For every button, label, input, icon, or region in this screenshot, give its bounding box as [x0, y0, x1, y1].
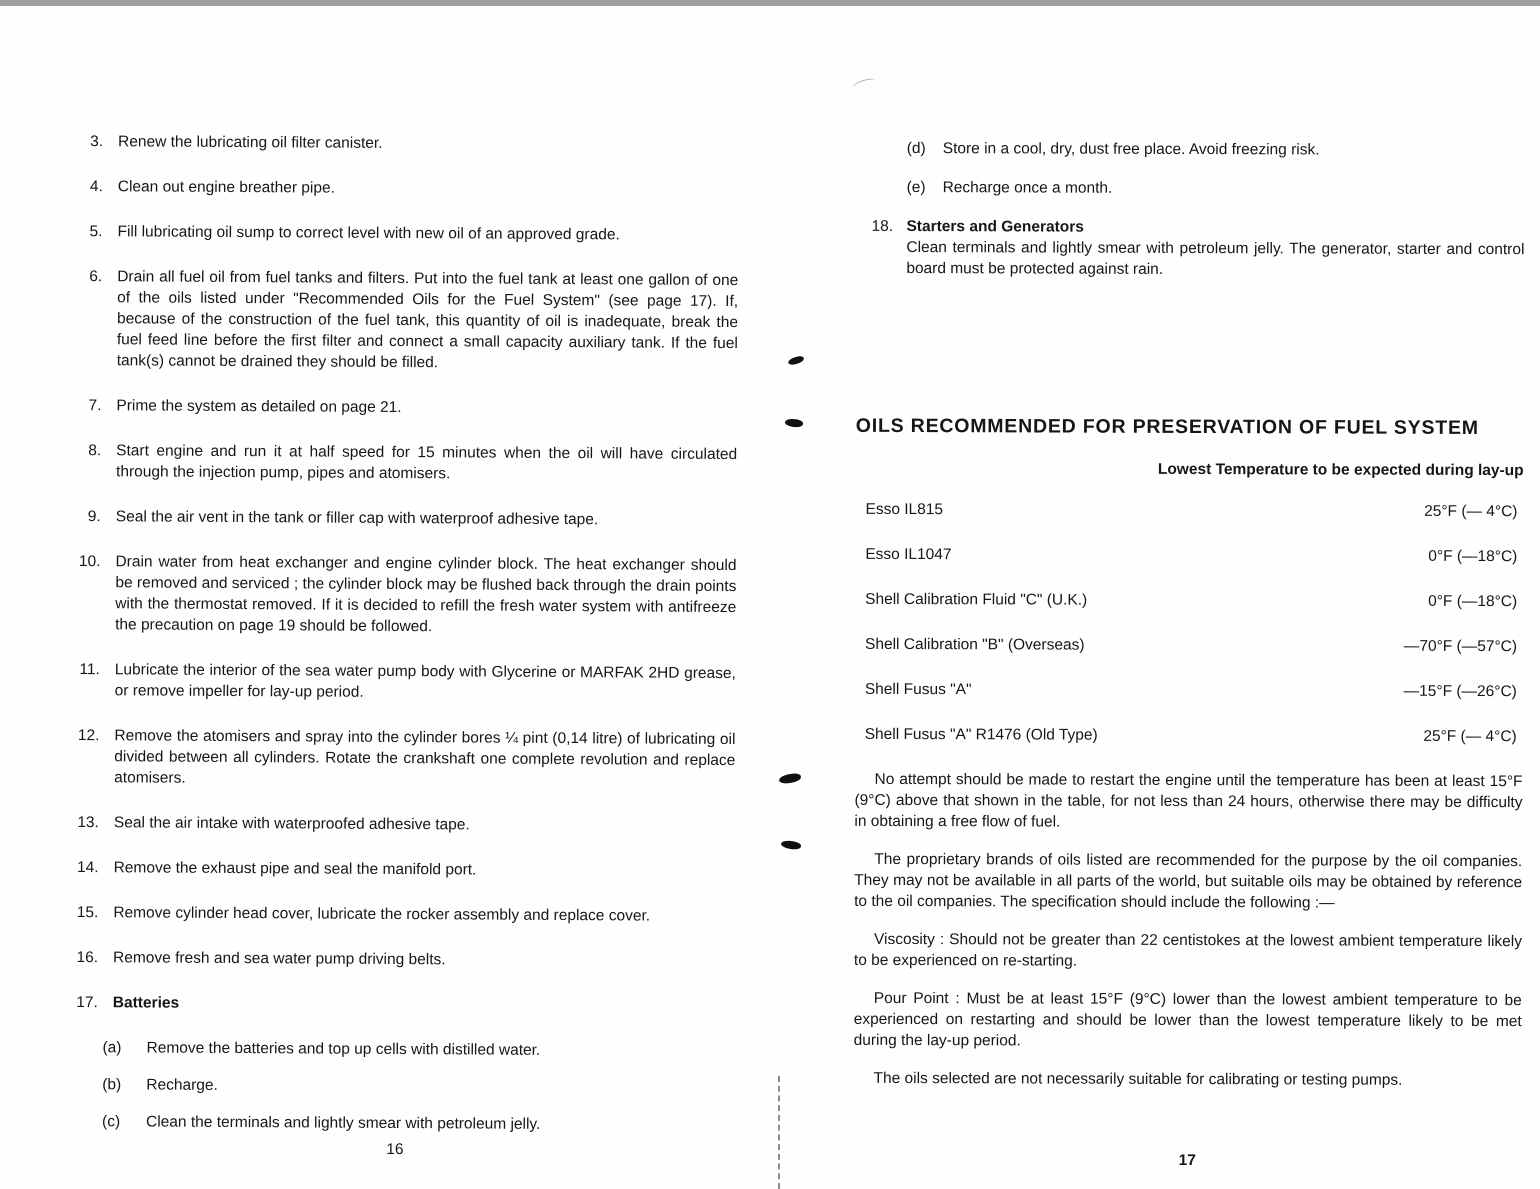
item-text: Prime the system as detailed on page 21. [116, 397, 402, 417]
oil-temperature-value: 0°F (—18°C) [1428, 592, 1518, 611]
oil-temperature-value: —70°F (—57°C) [1403, 637, 1518, 656]
item-number: 8. [88, 442, 102, 460]
pencil-smudge-artifact [851, 76, 876, 91]
item-number: 13. [77, 814, 99, 832]
list-item [58, 902, 734, 927]
oil-table-row [865, 679, 1517, 702]
numbered-procedure-list [58, 131, 739, 1017]
list-item [61, 506, 737, 531]
sub-list-item [907, 138, 1525, 161]
item-number: 11. [79, 661, 100, 679]
item-text: Remove cylinder head cover, lubricate the rocker assembly and replace cover. [113, 904, 651, 925]
item-number: 3. [90, 133, 104, 151]
oil-name: Shell Fusus "A" [864, 680, 972, 699]
list-item [63, 131, 739, 156]
sub-item-text: Clean the terminals and lightly smear with petroleum jelly. [146, 1113, 541, 1133]
list-item [59, 857, 735, 882]
oil-temperature-value: 0°F (—18°C) [1428, 547, 1518, 566]
list-item [60, 659, 736, 705]
sub-item-text: Remove the batteries and top up cells with distilled water. [146, 1039, 541, 1059]
item-text: Remove the atomisers and spray into the cylinder bores ¼ pint (0,14 litre) of lubricating oil divided between all cylinders. Rotate the crankshaft one complete revolution and replace atomisers. [114, 727, 736, 787]
list-item [61, 440, 737, 486]
left-page [57, 123, 739, 1165]
notes-paragraphs [853, 769, 1522, 1091]
item-text: Remove the exhaust pipe and seal the manifold port. [113, 859, 477, 879]
ink-smudge-artifact [779, 773, 802, 785]
battery-sub-list-continued [857, 138, 1525, 200]
oil-name: Shell Fusus "A" R1476 (Old Type) [864, 725, 1098, 744]
oil-table-row [865, 589, 1517, 612]
item-number: 17. [76, 994, 98, 1012]
sub-item-text: Recharge. [146, 1076, 218, 1094]
sub-list-item [102, 1037, 733, 1062]
oils-table [855, 499, 1524, 747]
battery-sub-list [57, 1037, 734, 1136]
item-text: Start engine and run it at half speed for 15 minutes when the oil will have circulated through the injection pump, pipes and atomisers. [115, 442, 738, 483]
list-item [59, 812, 735, 837]
item-text: Batteries [112, 994, 180, 1012]
item-text: Drain water from heat exchanger and engine cylinder block. The heat exchanger should be removed and serviced ; the cylinder block may be flushed back through the drain points with the thermostat removed. If it is decided to refill the fresh water system with antifreeze the precaution on page 19 should be followed. [115, 553, 737, 636]
paragraph: No attempt should be made to restart the engine until the temperature has been at least 15°F (9°C) above that shown in the table, for not less than 24 hours, otherwise there may be difficulty in obtaining a free flow of fuel. [854, 770, 1523, 831]
paragraph: The proprietary brands of oils listed are recommended for the purpose by the oil companies. They may not be available in all parts of the world, but suitable oils may be obtained by reference to the oil companies. The specification should include the following :— [854, 850, 1523, 912]
ink-smudge-artifact [787, 355, 804, 366]
item-text: Renew the lubricating oil filter canister. [118, 133, 383, 152]
item-number: 6. [89, 268, 103, 286]
sub-item-label: (e) [906, 179, 926, 197]
paragraph: Viscosity : Should not be greater than 22 centistokes at the lowest ambient temperature likely to be experienced on re-starting. [853, 930, 1523, 970]
item-number: 7. [88, 397, 102, 415]
item-number: 5. [89, 223, 103, 241]
oil-name: Esso IL1047 [865, 545, 952, 564]
sub-item-label: (b) [102, 1076, 122, 1094]
list-item [58, 992, 734, 1017]
ink-smudge-artifact [780, 839, 801, 851]
list-item [62, 266, 739, 375]
list-item [60, 551, 737, 639]
sub-list-item [907, 177, 1525, 200]
oil-temperature-value: 25°F (— 4°C) [1423, 727, 1517, 746]
oil-table-row [865, 724, 1517, 747]
sub-item-label: (d) [906, 140, 926, 158]
oil-table-row [865, 544, 1517, 567]
list-item [62, 221, 738, 246]
oil-temperature-value: —15°F (—26°C) [1403, 682, 1517, 701]
item-number: 18. [871, 217, 894, 235]
list-item-starters-generators [871, 216, 1524, 281]
oil-name: Shell Calibration Fluid "C" (U.K.) [865, 590, 1088, 609]
item-number: 4. [89, 178, 103, 196]
oil-table-row [865, 634, 1517, 657]
item-number: 12. [77, 727, 100, 745]
scan-line-artifact [778, 1076, 780, 1189]
item-text: Drain all fuel oil from fuel tanks and filters. Put into the fuel tank at least one gallon of one of the oils listed under "Recommended Oils for the Fuel System" (see page 17). If, because of the construction of the fuel tank, this quantity of oil is inadequate, break the fuel feed line before the first filter and connect a small capacity auxiliary tank. If the fuel tank(s) cannot be drained they should be filled. [116, 268, 739, 372]
sub-item-label: (c) [102, 1113, 121, 1131]
sub-item-text: Recharge once a month. [942, 179, 1113, 197]
item-number: 10. [78, 553, 101, 571]
ink-smudge-artifact [784, 418, 803, 429]
sub-list-item [102, 1111, 733, 1136]
item-number: 14. [77, 859, 99, 877]
page-number-right: 17 [1178, 1151, 1196, 1170]
item-text: Seal the air intake with waterproofed adhesive tape. [113, 814, 470, 834]
page-number-left: 16 [386, 1140, 404, 1159]
oil-temperature-value: 25°F (— 4°C) [1424, 502, 1518, 521]
item-heading: Starters and Generators [906, 218, 1084, 236]
item-text: Clean out engine breather pipe. [117, 178, 336, 197]
sub-list-item [102, 1074, 733, 1099]
oil-name: Shell Calibration "B" (Overseas) [864, 635, 1085, 654]
list-item [59, 725, 735, 792]
right-page [853, 130, 1525, 1172]
paragraph: The oils selected are not necessarily suitable for calibrating or testing pumps. [873, 1069, 1403, 1089]
sub-item-label: (a) [102, 1039, 122, 1057]
item-text: Clean terminals and lightly smear with petroleum jelly. The generator, starter and control board must be protected against rain. [906, 239, 1525, 278]
item-text: Seal the air vent in the tank or filler cap with waterproof adhesive tape. [115, 508, 599, 529]
oil-table-row [865, 499, 1517, 522]
item-text: Fill lubricating oil sump to correct level with new oil of an approved grade. [117, 223, 620, 244]
item-number: 9. [87, 508, 101, 526]
list-item [61, 395, 737, 420]
item-number: 15. [76, 904, 99, 922]
item-text: Lubricate the interior of the sea water pump body with Glycerine or MARFAK 2HD grease, or remove impeller for lay-up period. [114, 661, 736, 701]
sub-item-text: Store in a cool, dry, dust free place. Avoid freezing risk. [942, 140, 1320, 159]
column-header-lowest-temperature: Lowest Temperature to be expected during lay-up [1157, 460, 1524, 480]
paragraph: Pour Point : Must be at least 15°F (9°C) lower than the lowest ambient temperature to be experienced on restarting and should be lower than the lowest temperature likely to be met during the lay-up period. [853, 989, 1522, 1050]
list-item [63, 176, 739, 201]
oil-name: Esso IL815 [865, 500, 944, 519]
item-text: Remove fresh and sea water pump driving belts. [113, 949, 446, 969]
list-item [58, 947, 734, 972]
item-number: 16. [76, 949, 99, 967]
section-title: OILS RECOMMENDED FOR PRESERVATION OF FUEL SYSTEM [855, 414, 1479, 440]
scan-edge-bar [0, 0, 1540, 6]
